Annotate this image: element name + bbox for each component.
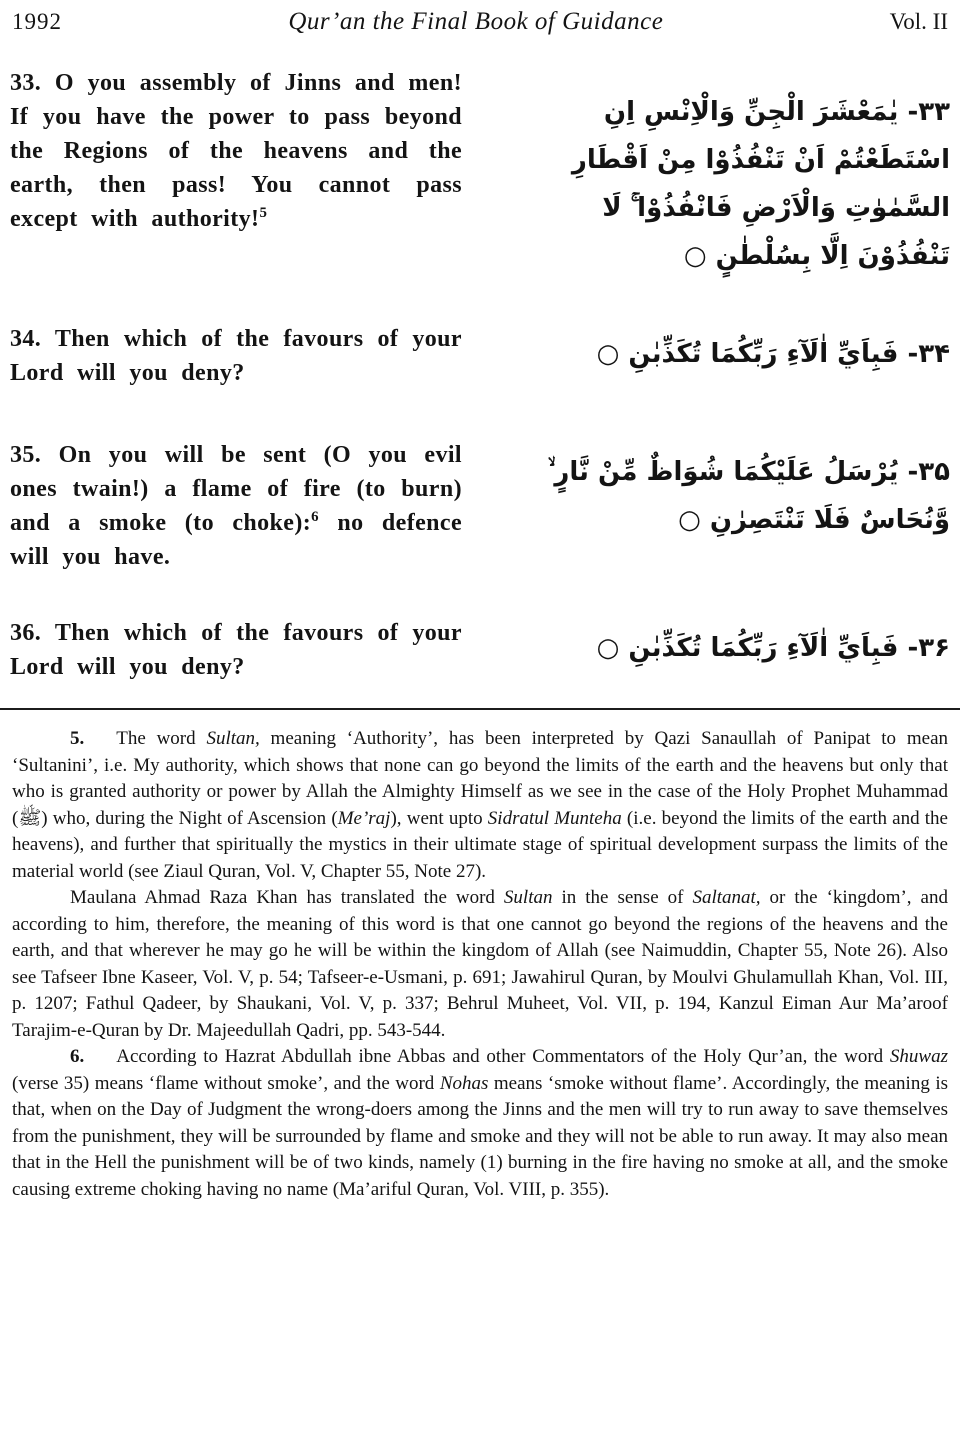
verse-36-arabic: ۳۶- فَبِاَيِّ اٰلَآءِ رَبِّكُمَا تُكَذِّبٰنِ ○ [596,633,950,664]
verse-35-english: 35. On you will be sent (O you evil ones twain!) a flame of fire (to burn) and a smoke (to choke):$^6$ no defence will you have. [10,442,462,571]
verse-35-arabic: ۳۵- يُرْسَلُ عَلَيْكُمَا شُوَاظٌ مِّنْ نَّارٍ ۙ وَّنُحَاسٌ فَلَا تَنْتَصِرٰنِ ○ [547,457,950,536]
verse-row-35 [10,438,950,574]
footnote-divider [0,708,960,710]
page-number: 1992 [12,9,62,34]
verse-row-33 [10,66,950,280]
footnote-5-paragraph-2: Maulana Ahmad Raza Khan has translated the word Sultan in the sense of Saltanat, or the ‘kingdom’, and according to him, therefore, the meaning of this word is that one cannot go beyond the regions of the heavens and the earth, and that wherever he may go he will be within the kingdom of Allah (see Naimuddin, Chapter 55, Note 26). Also see Tafseer Ibne Kaseer, Vol. V, p. 54; Tafseer-e-Usmani, p. 691; Jawahirul Quran, by Moulvi Ghulamullah Khan, Vol. III, p. 1207; Fathul Qadeer, by Shaukani, Vol. V, p. 337; Behrul Muheet, Vol. VII, p. 194, Kanzul Eiman Aur Ma’aroof Tarajim-e-Quran by Dr. Majeedullah Qadri, pp. 543-544. [12,887,948,1041]
verse-34-arabic: ۳۴- فَبِاَيِّ اٰلَآءِ رَبِّكُمَا تُكَذِّبٰنِ ○ [596,339,950,370]
verse-34-english: 34. Then which of the favours of your Lord will you deny? [10,326,462,387]
verse-row-36 [10,616,950,684]
verse-33-arabic: ۳۳- يٰمَعْشَرَ الْجِنِّ وَالْاِنْسِ اِنِ اسْتَطَعْتُمْ اَنْ تَنْفُذُوْا مِنْ اَقْطَارِ السَّمٰوٰتِ وَالْاَرْضِ فَانْفُذُوْا ۚ لَا تَنْفُذُوْنَ اِلَّا بِسُلْطٰنٍ ○ [571,97,950,272]
verses-section [10,66,950,684]
page-header [10,8,950,36]
volume-label: Vol. II [889,9,948,34]
footnote-6-paragraph-1: 6. According to Hazrat Abdullah ibne Abbas and other Commentators of the Holy Qur’an, the word Shuwaz (verse 35) means ‘flame without smoke’, and the word Nohas means ‘smoke without flame’. Accordingly, the meaning is that, when on the Day of Judgment the wrong-doers among the Jinns and the men will try to run away to save themselves from the punishment, they will be surrounded by flame and smoke and they will not be able to run away. It may also mean that in the Hell the punishment will be of two kinds, namely (1) burning in the fire having no smoke at all, and the smoke causing extreme choking having no name (Ma’ariful Quran, Vol. VIII, p. 355). [12,1046,949,1200]
verse-36-english: 36. Then which of the favours of your Lord will you deny? [10,620,462,681]
book-title: Qur’an the Final Book of Guidance [288,8,664,35]
footnote-5-paragraph-1: 5. The word Sultan, meaning ‘Authority’, has been interpreted by Qazi Sanaullah of Panipat to mean ‘Sultanini’, i.e. My authority, which shows that none can go beyond the limits of the earth and the heavens but only that who is granted authority or power by Allah the Almighty Himself as we see in the case of the Holy Prophet Muhammad (ﷺ) who, during the Night of Ascension (Me’raj), went upto Sidratul Munteha (i.e. beyond the limits of the earth and the heavens), and further that spiritually the mystics in their ultimate stage of spiritual development surpass the limits of the material world (see Ziaul Quran, Vol. V, Chapter 55, Note 27). [12,728,949,882]
footnotes-section [10,726,950,1203]
verse-row-34 [10,322,950,390]
verse-33-english: 33. O you assembly of Jinns and men! If you have the power to pass beyond the Regions of the heavens and the earth, then pass! You cannot pass except with authority!$^5$ [10,70,462,232]
